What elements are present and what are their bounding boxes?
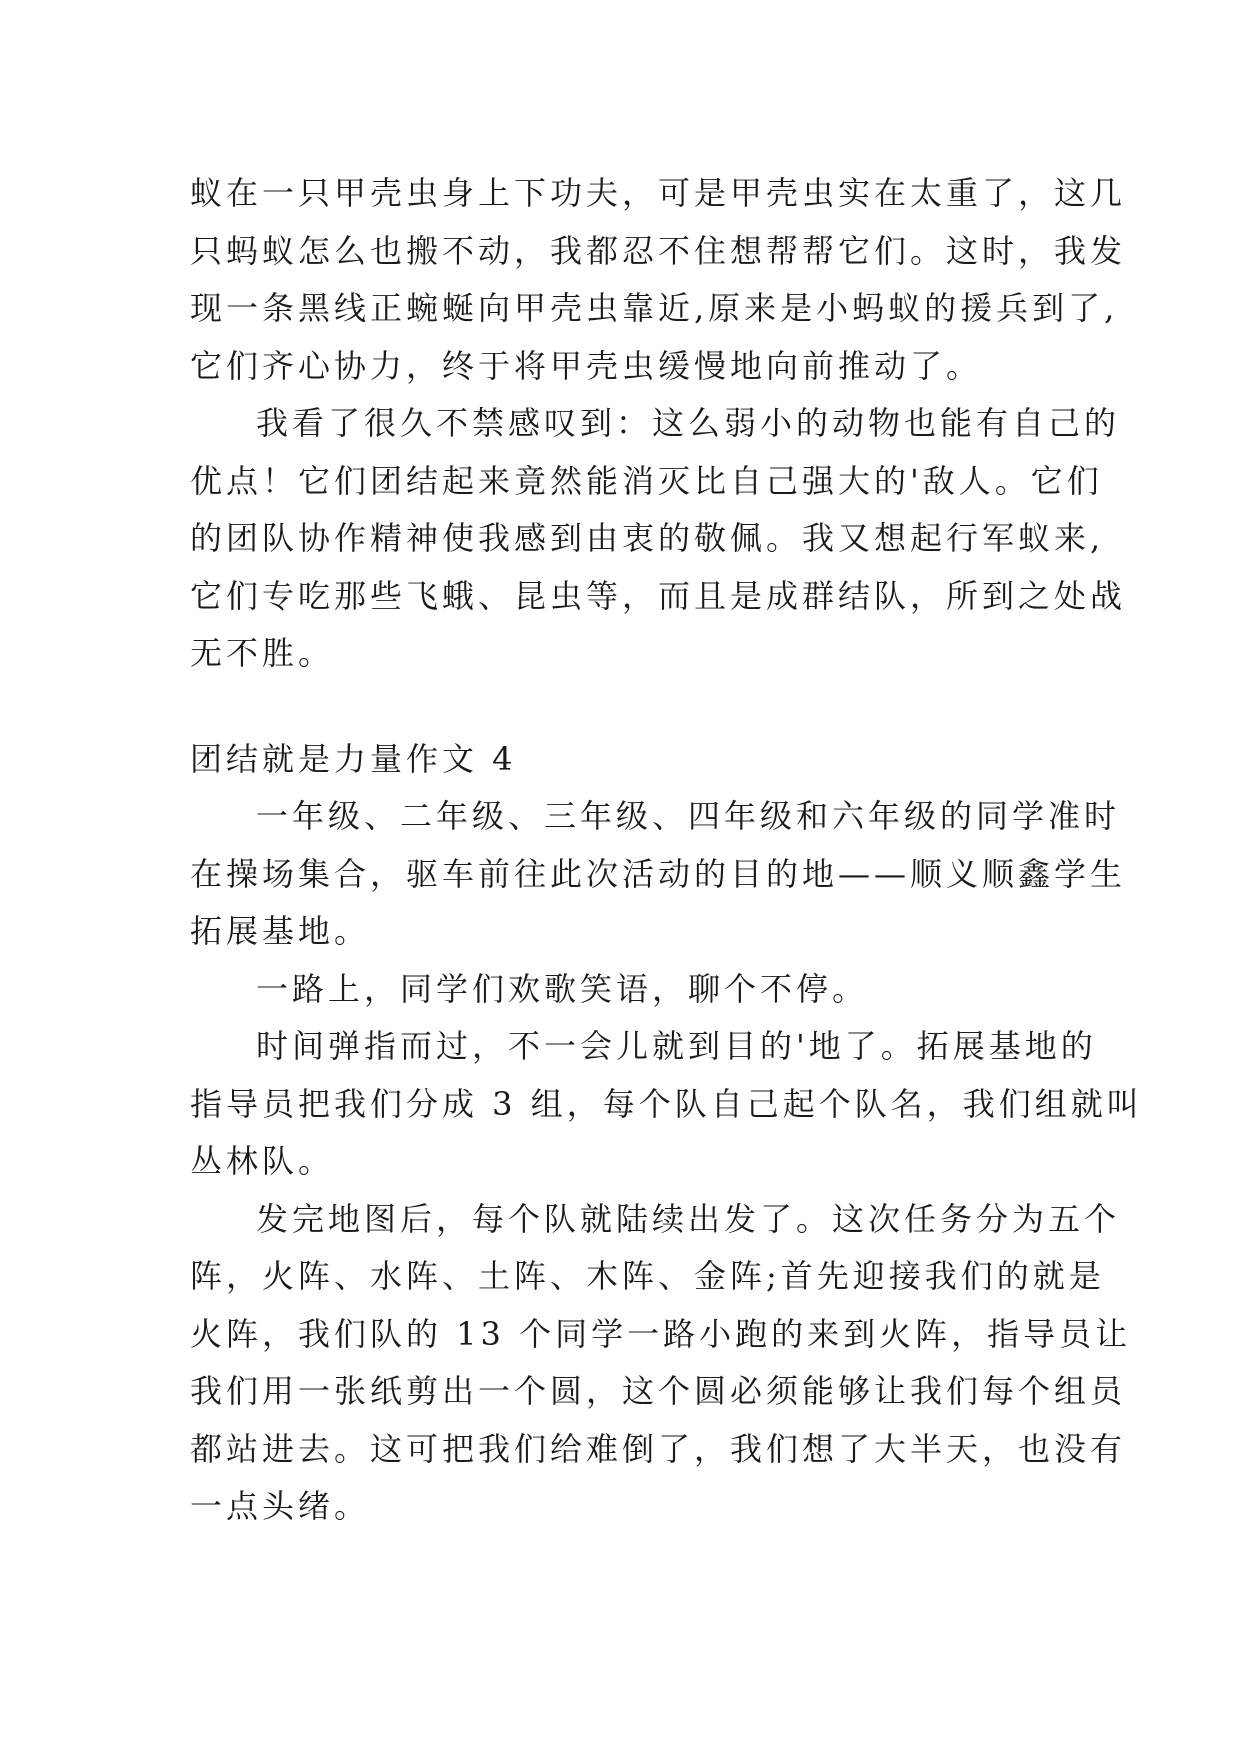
text-line: 火阵，我们队的 13 个同学一路小跑的来到火阵，指导员让 [190, 1314, 1132, 1353]
text-line: 都站进去。这可把我们给难倒了，我们想了大半天，也没有 [190, 1429, 1127, 1468]
paragraph [190, 1191, 1132, 1536]
text-line: 丛林队。 [190, 1142, 335, 1180]
paragraph [190, 1018, 1143, 1191]
text-line: 只蚂蚁怎么也搬不动，我都忍不住想帮帮它们。这时，我发 [190, 231, 1127, 270]
document-body [190, 165, 1143, 1536]
text-line: 拓展基地。 [190, 912, 371, 950]
text-line: 发完地图后，每个队就陆续出发了。这次任务分为五个 [256, 1199, 1121, 1238]
text-line: 我看了很久不禁感叹到：这么弱小的动物也能有自己的 [256, 404, 1121, 442]
text-line: 一路上，同学们欢歌笑语，聊个不停。 [256, 969, 869, 1008]
section-title: 团结就是力量作文 4 [190, 739, 517, 778]
text-line: 阵，火阵、水阵、土阵、木阵、金阵;首先迎接我们的就是 [190, 1257, 1105, 1295]
text-line: 在操场集合，驱车前往此次活动的目的地——顺义顺鑫学生 [190, 854, 1127, 893]
text-line: 现一条黑线正蜿蜒向甲壳虫靠近,原来是小蚂蚁的援兵到了, [190, 289, 1119, 327]
text-line: 指导员把我们分成 3 组，每个队自己起个队名，我们组就叫 [190, 1084, 1143, 1123]
text-line: 我们用一张纸剪出一个圆，这个圆必须能够让我们每个组员 [190, 1372, 1127, 1410]
paragraph [190, 395, 1127, 683]
text-line: 它们齐心协力，终于将甲壳虫缓慢地向前推动了。 [190, 346, 983, 385]
text-line: 一年级、二年级、三年级、四年级和六年级的同学准时 [256, 797, 1121, 835]
text-line: 蚁在一只甲壳虫身上下功夫，可是甲壳虫实在太重了，这几 [190, 174, 1127, 212]
paragraph [190, 788, 1127, 961]
section-spacer [190, 683, 1070, 731]
text-line: 的团队协作精神使我感到由衷的敬佩。我又想起行军蚁来, [190, 519, 1105, 557]
text-line: 时间弹指而过，不一会儿就到目的'地了。拓展基地的 [256, 1027, 1097, 1065]
paragraph [190, 165, 1127, 395]
text-line: 无不胜。 [190, 634, 335, 672]
paragraph [190, 961, 1070, 1019]
text-line: 它们专吃那些飞蛾、昆虫等，而且是成群结队，所到之处战 [190, 576, 1127, 615]
text-line: 优点！它们团结起来竟然能消灭比自己强大的'敌人。它们 [190, 461, 1103, 500]
text-line: 一点头绪。 [190, 1487, 371, 1525]
